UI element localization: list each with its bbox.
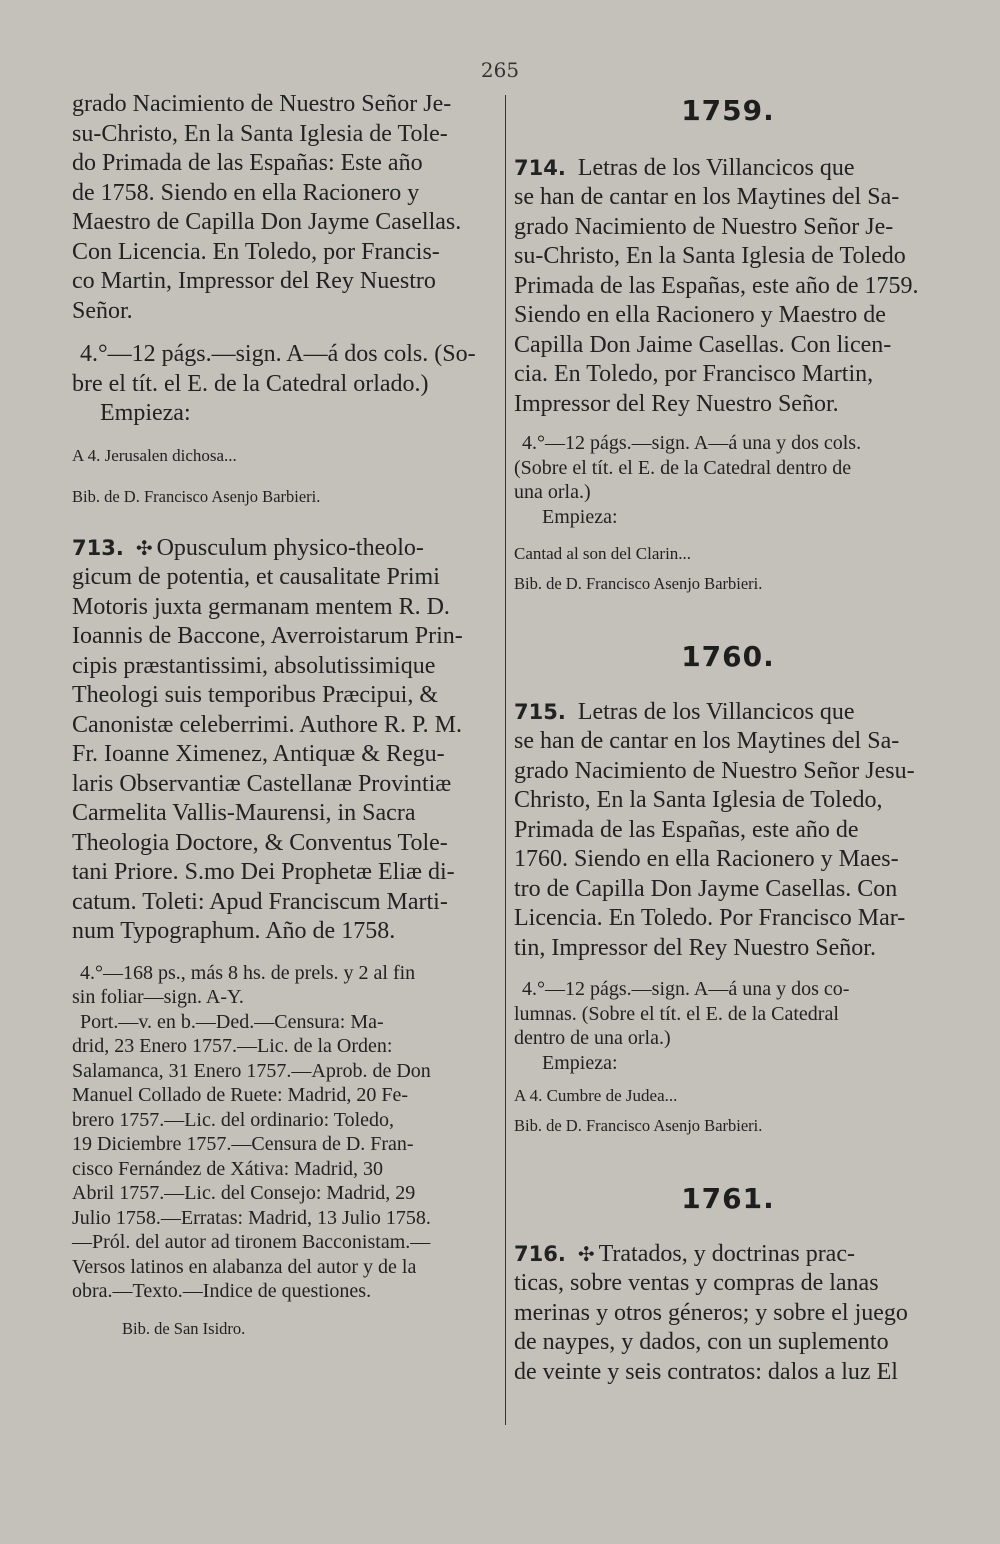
text-line: Siendo en ella Racionero y Maestro de	[514, 302, 886, 328]
text-line: 19 Diciembre 1757.—Censura de D. Fran-	[72, 1133, 414, 1155]
text-line: Salamanca, 31 Enero 1757.—Aprob. de Don	[72, 1059, 431, 1082]
text-line: Maestro de Capilla Don Jayme Casellas.	[72, 209, 462, 235]
text-line: num Typographum. Año de 1758.	[72, 918, 396, 944]
text-line: su-Christo, En la Santa Iglesia de Tole-	[72, 120, 448, 147]
text-line: Primada de las Españas, este año de 1759.	[514, 272, 919, 299]
text-line: 714. Letras de los Villancicos que	[514, 154, 855, 181]
empieza-label: Empieza:	[100, 400, 191, 426]
text-line: Fr. Ioanne Ximenez, Antiquæ & Regu-	[72, 741, 445, 767]
cross-icon: ✣	[135, 535, 153, 560]
left-column	[72, 90, 490, 1343]
text-line: Capilla Don Jaime Casellas. Con licen-	[514, 331, 892, 358]
text-line: Señor.	[72, 297, 133, 324]
text-line: ticas, sobre ventas y compras de lanas	[514, 1270, 879, 1296]
text-line: catum. Toleti: Apud Franciscum Marti-	[72, 888, 448, 915]
physical-description	[72, 340, 490, 399]
text-line: Con Licencia. En Toledo, por Francis-	[72, 238, 440, 265]
incipit: A 4. Cumbre de Judea...	[514, 1086, 678, 1105]
text-line: do Primada de las Españas: Este año	[72, 150, 423, 176]
entry-number: 715.	[514, 699, 566, 724]
text-line: grado Nacimiento de Nuestro Señor Je-	[72, 91, 452, 117]
entry-number: 713.	[72, 535, 124, 560]
year-heading: 1761.	[681, 1182, 775, 1215]
text-line: Motoris juxta germanam mentem R. D.	[72, 593, 450, 620]
cross-icon: ✣	[577, 1241, 595, 1266]
text-line: 713. ✣ Opusculum physico-theolo-	[72, 534, 424, 561]
text-line: 716. ✣ Tratados, y doctrinas prac-	[514, 1240, 855, 1267]
physical-description	[72, 961, 490, 1304]
text-line: se han de cantar en los Maytines del Sa-	[514, 184, 900, 210]
incipit: A 4. Jerusalen dichosa...	[72, 445, 237, 465]
library-reference: Bib. de San Isidro.	[122, 1318, 246, 1338]
text-line: dentro de una orla.)	[514, 1027, 671, 1049]
text-line: brero 1757.—Lic. del ordinario: Toledo,	[72, 1108, 395, 1131]
text-line: 4.°—12 págs.—sign. A—á una y dos cols.	[522, 432, 862, 454]
text-line: de veinte y seis contratos: dalos a luz El	[514, 1358, 898, 1385]
year-heading: 1760.	[681, 640, 775, 673]
text-line: drid, 23 Enero 1757.—Lic. de la Orden:	[72, 1035, 393, 1057]
text-line: Primada de las Españas, este año de	[514, 816, 859, 843]
text-line: Julio 1758.—Erratas: Madrid, 13 Julio 1758.	[72, 1206, 431, 1229]
empieza-label: Empieza:	[542, 1051, 618, 1074]
text-line: de naypes, y dados, con un suplemento	[514, 1329, 889, 1355]
text-line: Christo, En la Santa Iglesia de Toledo,	[514, 787, 883, 813]
entry-number: 716.	[514, 1241, 566, 1266]
text-line: Carmelita Vallis-Maurensi, in Sacra	[72, 800, 416, 826]
text-line: merinas y otros géneros; y sobre el juego	[514, 1299, 908, 1326]
text-line: 4.°—12 págs.—sign. A—á dos cols. (So-	[80, 341, 476, 367]
text-line: gicum de potentia, et causalitate Primi	[72, 564, 440, 590]
text-line: sin foliar—sign. A-Y.	[72, 986, 244, 1008]
text-line: laris Observantiæ Castellanæ Provintiæ	[72, 770, 452, 797]
text-line: 715. Letras de los Villancicos que	[514, 698, 855, 725]
text-line: tro de Capilla Don Jayme Casellas. Con	[514, 875, 898, 902]
entry-continuation	[72, 90, 490, 326]
page-number: 265	[480, 58, 520, 82]
text-line: Impressor del Rey Nuestro Señor.	[514, 390, 839, 417]
entry-714	[514, 154, 942, 420]
text-line: 4.°—168 ps., más 8 hs. de prels. y 2 al fin	[80, 961, 416, 984]
column-divider	[505, 95, 506, 1425]
text-line: cia. En Toledo, por Francisco Martin,	[514, 361, 874, 387]
text-line: Ioannis de Baccone, Averroistarum Prin-	[72, 623, 463, 649]
text-line: bre el tít. el E. de la Catedral orlado.)	[72, 370, 429, 397]
text-line: tani Priore. S.mo Dei Prophetæ Eliæ di-	[72, 859, 455, 885]
text-line: una orla.)	[514, 481, 591, 503]
text-line: Manuel Collado de Ruete: Madrid, 20 Fe-	[72, 1084, 409, 1106]
text-line: cisco Fernández de Xátiva: Madrid, 30	[72, 1157, 384, 1180]
year-heading: 1759.	[681, 94, 775, 127]
text-line: se han de cantar en los Maytines del Sa-	[514, 728, 900, 754]
text-line: Licencia. En Toledo. Por Francisco Mar-	[514, 905, 906, 931]
text-line: co Martin, Impressor del Rey Nuestro	[72, 268, 436, 294]
text-line: Versos latinos en alabanza del autor y de la	[72, 1255, 417, 1278]
entry-715	[514, 698, 942, 964]
text-line: 4.°—12 págs.—sign. A—á una y dos co-	[522, 978, 850, 1000]
text-line: cipis præstantissimi, absolutissimique	[72, 652, 436, 679]
physical-description	[514, 977, 942, 1051]
entry-716	[514, 1240, 942, 1388]
text-line: obra.—Texto.—Indice de questiones.	[72, 1280, 372, 1302]
text-line: tin, Impressor del Rey Nuestro Señor.	[514, 934, 876, 961]
entry-713	[72, 534, 490, 947]
text-line: su-Christo, En la Santa Iglesia de Toledo	[514, 243, 906, 269]
text-line: Theologia Doctore, & Conventus Tole-	[72, 829, 448, 856]
library-reference: Bib. de D. Francisco Asenjo Barbieri.	[72, 487, 321, 506]
text-line: grado Nacimiento de Nuestro Señor Je-	[514, 213, 894, 240]
physical-description	[514, 431, 942, 505]
empieza-label: Empieza:	[542, 505, 618, 528]
entry-number: 714.	[514, 155, 566, 180]
text-line: lumnas. (Sobre el tít. el E. de la Catedral	[514, 1002, 839, 1025]
library-reference: Bib. de D. Francisco Asenjo Barbieri.	[514, 1115, 763, 1135]
library-reference: Bib. de D. Francisco Asenjo Barbieri.	[514, 573, 763, 593]
text-line: Canonistæ celeberrimi. Authore R. P. M.	[72, 711, 462, 738]
text-line: de 1758. Siendo en ella Racionero y	[72, 179, 420, 206]
text-line: (Sobre el tít. el E. de la Catedral dentro de	[514, 456, 852, 479]
text-line: 1760. Siendo en ella Racionero y Maes-	[514, 846, 899, 872]
text-line: grado Nacimiento de Nuestro Señor Jesu-	[514, 757, 915, 784]
text-line: —Pról. del autor ad tironem Bacconistam.—	[72, 1231, 431, 1253]
incipit: Cantad al son del Clarin...	[514, 544, 692, 563]
text-line: Theologi suis temporibus Præcipui, &	[72, 682, 438, 708]
text-line: Port.—v. en b.—Ded.—Censura: Ma-	[80, 1010, 384, 1033]
right-column	[514, 90, 942, 1387]
text-line: Abril 1757.—Lic. del Consejo: Madrid, 29	[72, 1182, 416, 1204]
